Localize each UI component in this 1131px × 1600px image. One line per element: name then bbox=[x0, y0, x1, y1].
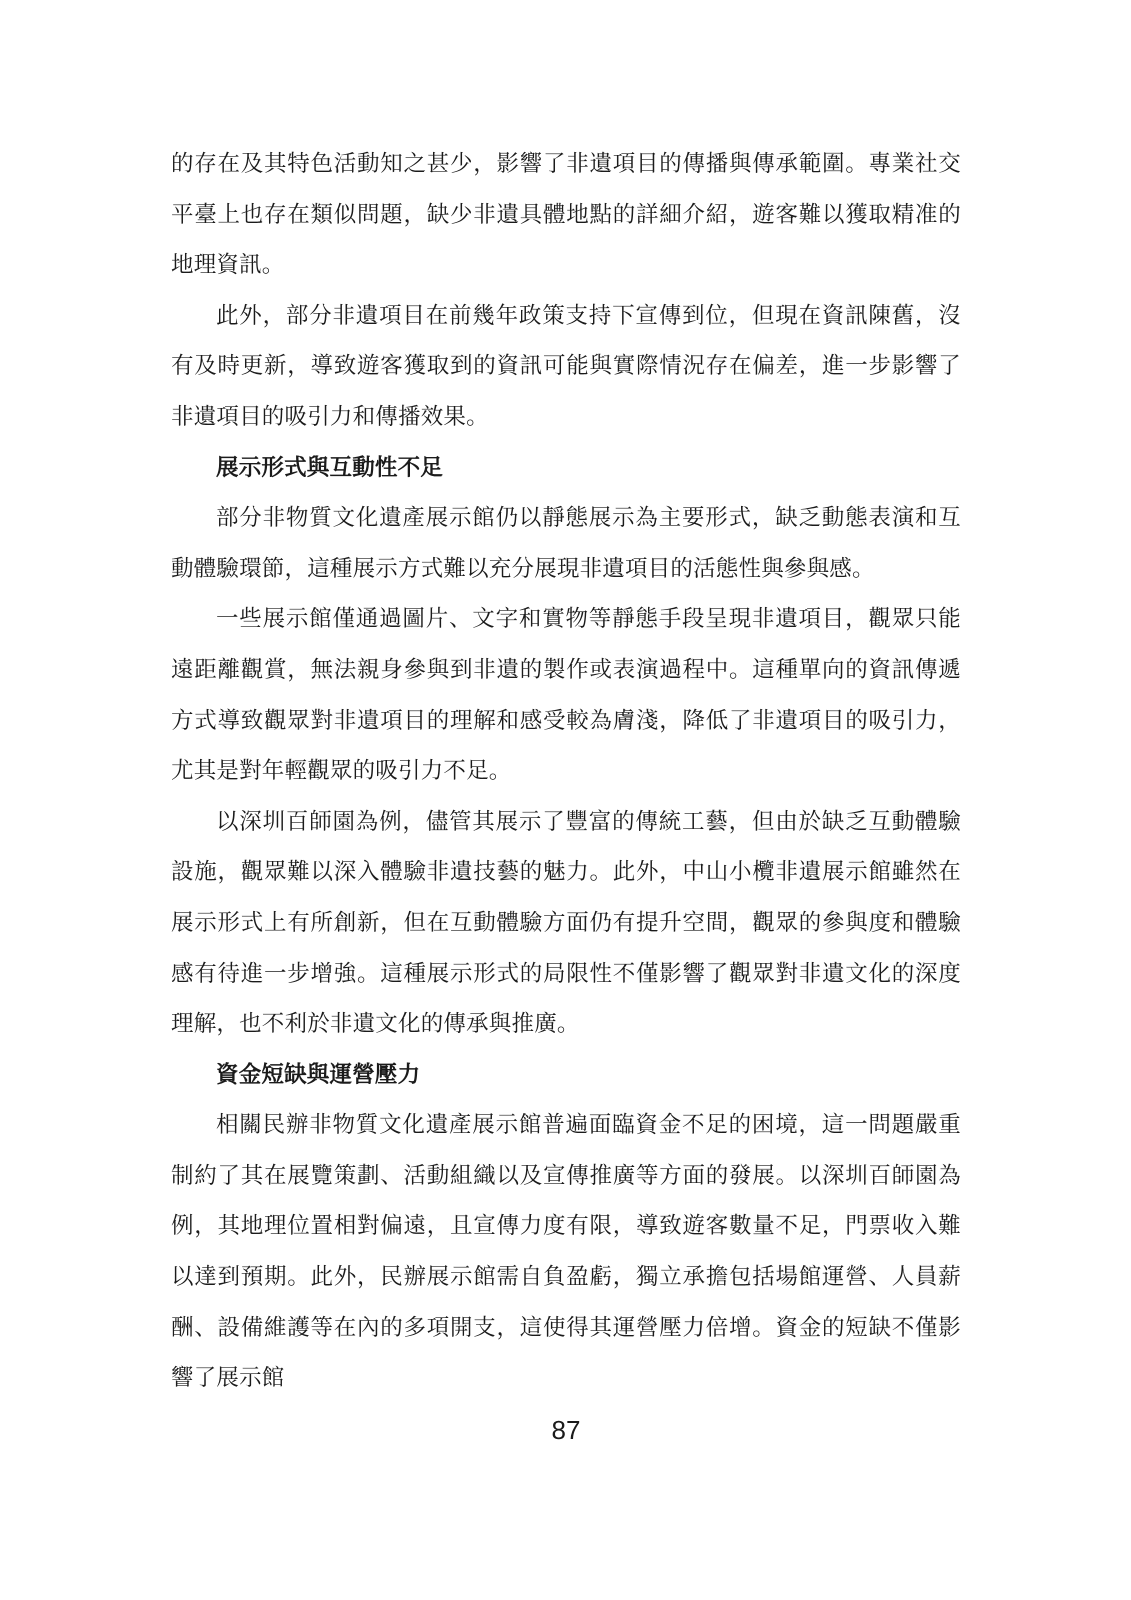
body-paragraph: 此外，部分非遺項目在前幾年政策支持下宣傳到位，但現在資訊陳舊，沒有及時更新，導致遊客獲取到的資訊可能與實際情況存在偏差，進一步影響了非遺項目的吸引力和傳播效果。 bbox=[171, 302, 961, 429]
body-paragraph: 一些展示館僅通過圖片、文字和實物等靜態手段呈現非遺項目，觀眾只能遠距離觀賞，無法親身參與到非遺的製作或表演過程中。這種單向的資訊傳遞方式導致觀眾對非遺項目的理解和感受較為膚淺，降低了非遺項目的吸引力，尤其是對年輕觀眾的吸引力不足。 bbox=[171, 606, 961, 784]
section-heading: 資金短缺與運營壓力 bbox=[216, 1061, 421, 1087]
page-number: 87 bbox=[551, 1415, 581, 1445]
document-body bbox=[171, 139, 961, 1404]
body-paragraph: 相關民辦非物質文化遺產展示館普遍面臨資金不足的困境，這一問題嚴重制約了其在展覽策劃、活動組織以及宣傳推廣等方面的發展。以深圳百師園為例，其地理位置相對偏遠，且宣傳力度有限，導致遊客數量不足，門票收入難以達到預期。此外，民辦展示館需自負盈虧，獨立承擔包括場館運營、人員薪酬、設備維護等在內的多項開支，這使得其運營壓力倍增。資金的短缺不僅影響了展示館 bbox=[171, 1112, 961, 1391]
body-paragraph: 部分非物質文化遺產展示館仍以靜態展示為主要形式，缺乏動態表演和互動體驗環節，這種展示方式難以充分展現非遺項目的活態性與參與感。 bbox=[171, 505, 961, 581]
body-paragraph: 的存在及其特色活動知之甚少，影響了非遺項目的傳播與傳承範圍。專業社交平臺上也存在類似問題，缺少非遺具體地點的詳細介紹，遊客難以獲取精准的地理資訊。 bbox=[171, 151, 961, 278]
body-paragraph: 以深圳百師園為例，儘管其展示了豐富的傳統工藝，但由於缺乏互動體驗設施，觀眾難以深入體驗非遺技藝的魅力。此外，中山小欖非遺展示館雖然在展示形式上有所創新，但在互動體驗方面仍有提升空間，觀眾的參與度和體驗感有待進一步增強。這種展示形式的局限性不僅影響了觀眾對非遺文化的深度理解，也不利於非遺文化的傳承與推廣。 bbox=[171, 808, 961, 1037]
section-heading: 展示形式與互動性不足 bbox=[216, 454, 444, 480]
